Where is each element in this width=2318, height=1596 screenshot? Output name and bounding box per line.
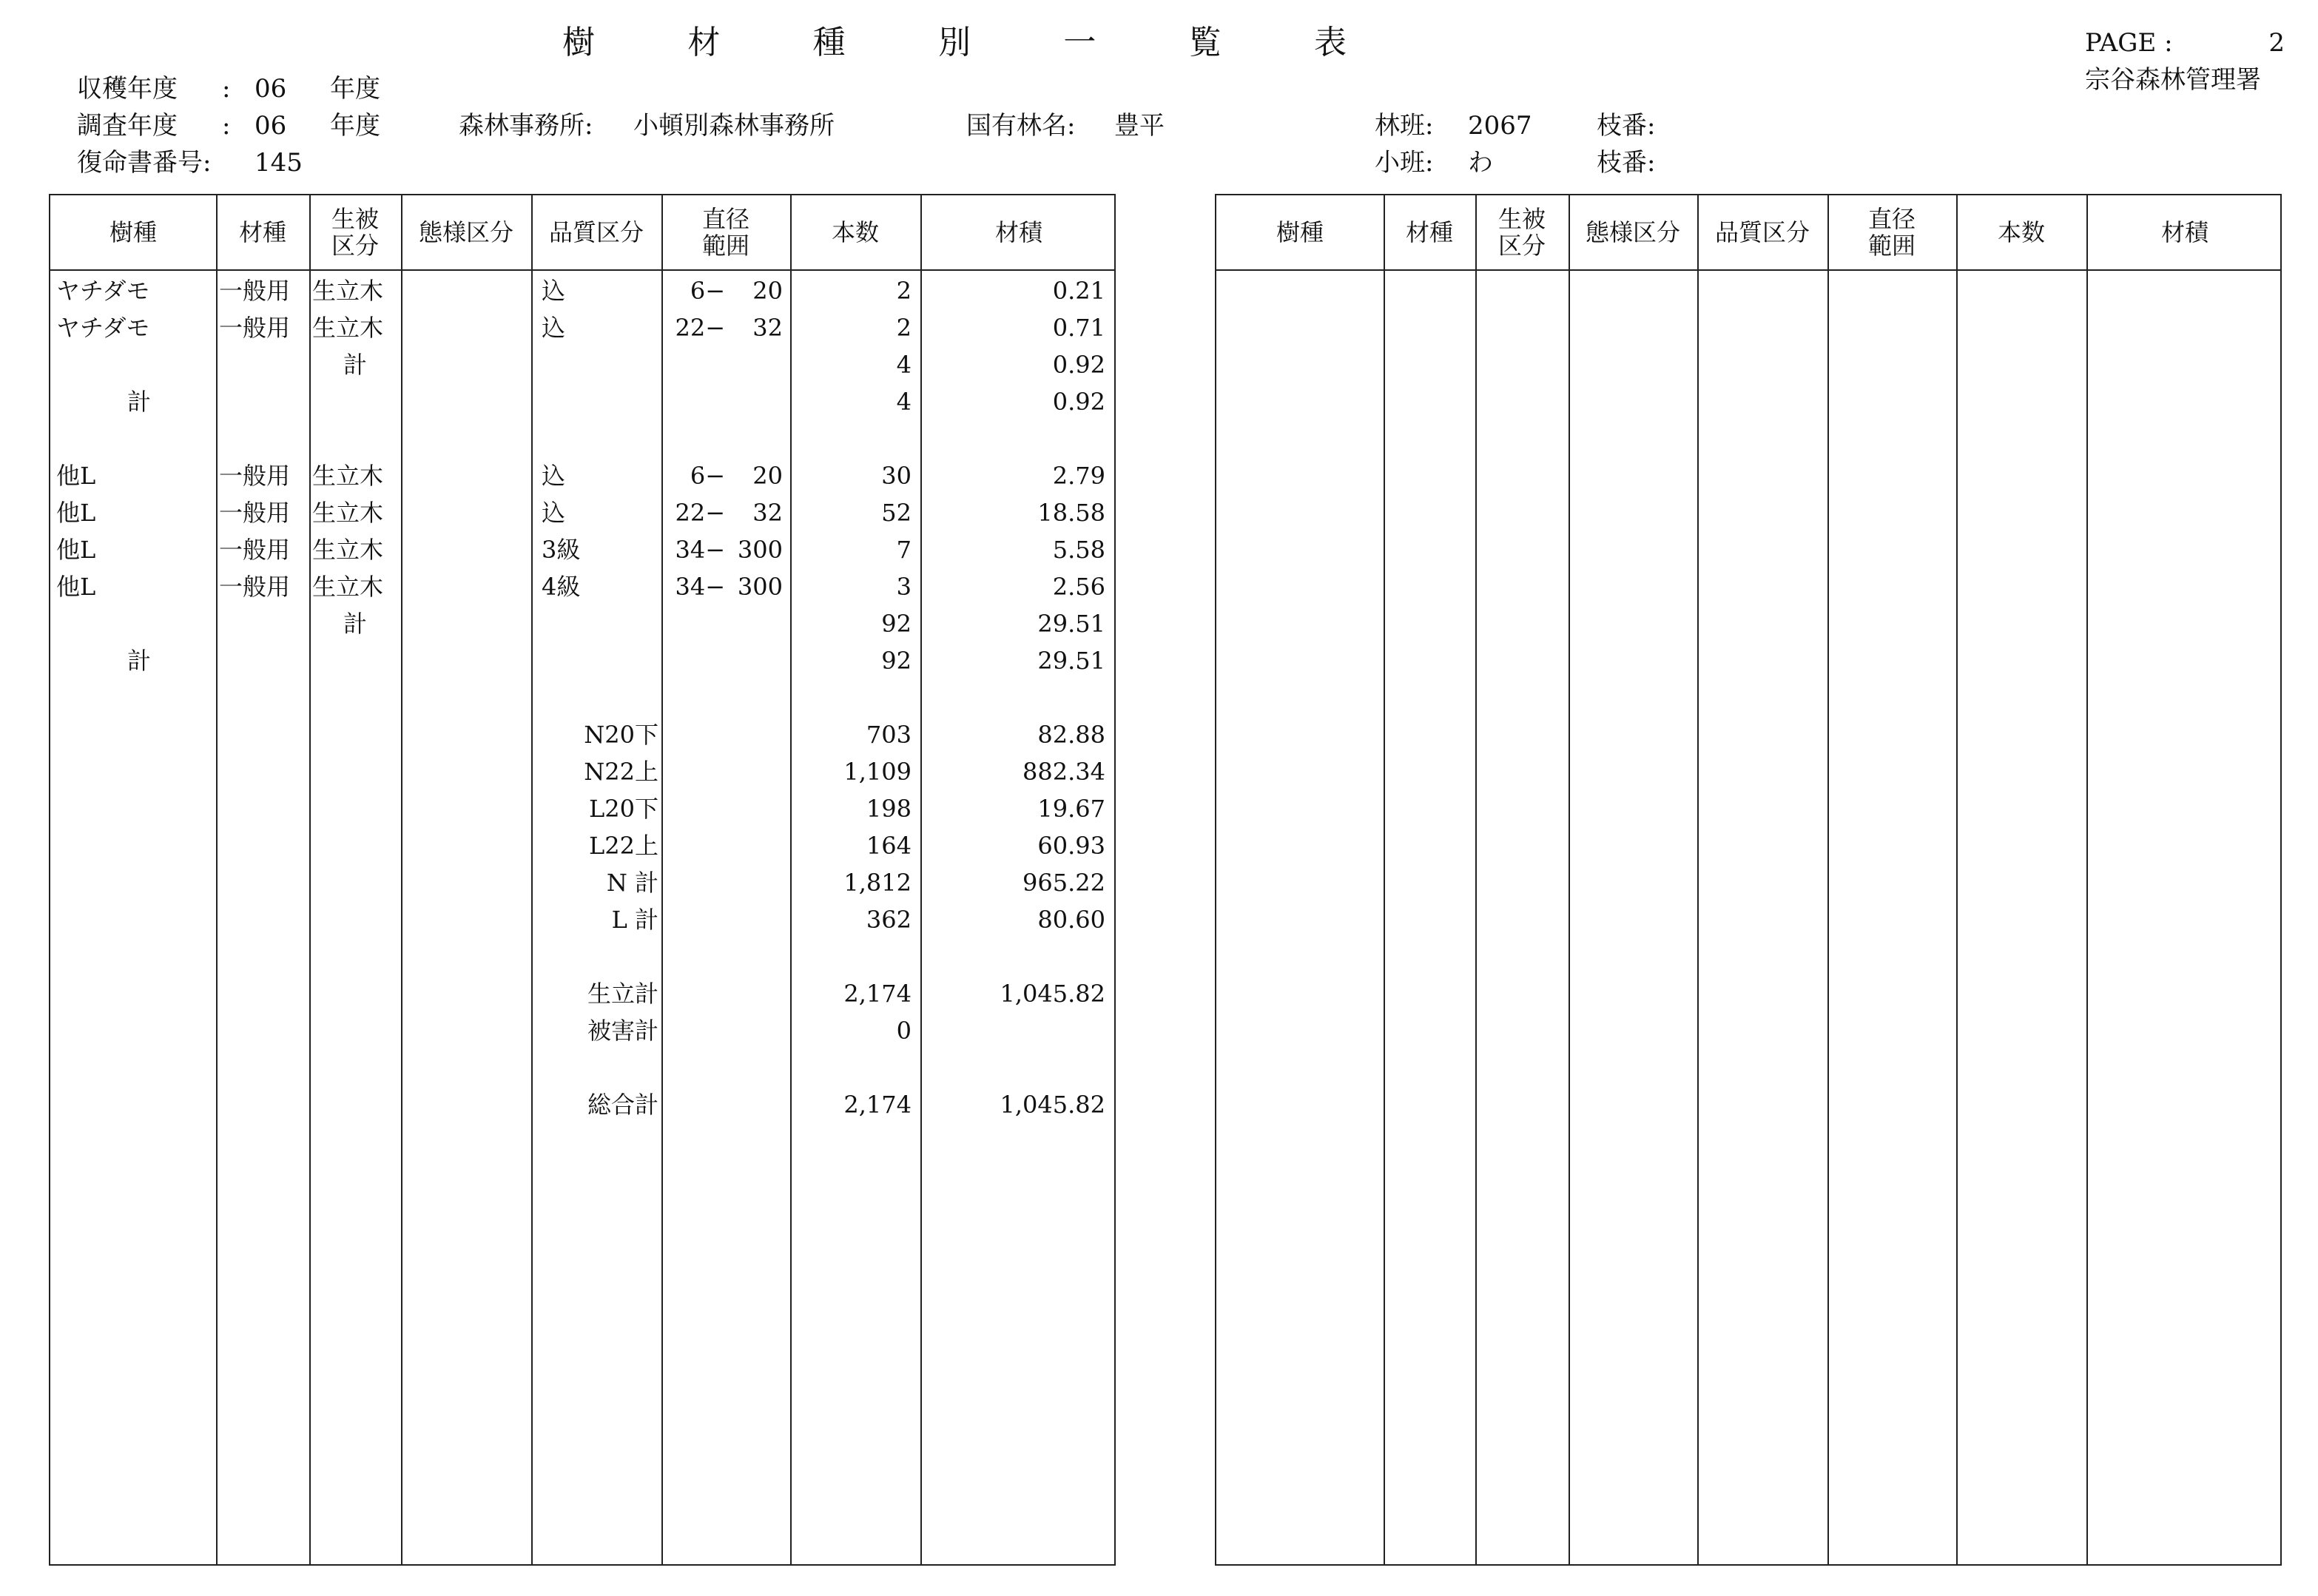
cell-count: 92 — [881, 610, 912, 638]
header-divider — [1216, 269, 2280, 271]
title-char: 別 — [937, 24, 971, 61]
cell-wood-type: 一般用 — [219, 573, 291, 601]
cell-count: 1,109 — [843, 758, 912, 786]
cell-live-damage: 生立木 — [312, 314, 384, 342]
column-header-volume: 材積 — [994, 218, 1042, 246]
column-header-condition: 態様区分 — [1585, 218, 1680, 246]
harvest-year-unit: 年度 — [330, 74, 380, 104]
cell-volume: 18.58 — [1037, 499, 1105, 527]
title-char: 種 — [812, 24, 846, 61]
table-row — [50, 679, 1114, 716]
cell-count: 2 — [896, 314, 912, 342]
cell-diameter-max: 32 — [752, 499, 783, 527]
cell-diameter-min: 22− — [675, 314, 725, 342]
cell-summary: L 計 — [611, 906, 658, 934]
shohan-value: わ — [1468, 148, 1493, 178]
cell-count: 3 — [896, 573, 912, 601]
title-char: 一 — [1063, 24, 1096, 61]
cell-summary: 総合計 — [587, 1091, 658, 1119]
cell-species: 他L — [56, 573, 96, 601]
cell-diameter-min: 6− — [690, 462, 725, 490]
cell-volume: 882.34 — [1022, 758, 1105, 786]
table-row — [50, 568, 1114, 605]
cell-live-damage: 生立木 — [312, 573, 384, 601]
cell-diameter-min: 34− — [675, 573, 725, 601]
cell-count: 4 — [896, 388, 912, 416]
cell-count: 2,174 — [843, 980, 912, 1008]
harvest-year-label: 収穫年度 — [77, 74, 178, 104]
table-row — [50, 716, 1114, 753]
header-line: 範囲 — [1867, 232, 1916, 260]
column-header-live-damage — [1475, 195, 1569, 269]
column-divider — [1956, 195, 1958, 1564]
table-row — [50, 1086, 1114, 1123]
cell-species: 他L — [56, 536, 96, 564]
cell-species: 他L — [56, 462, 96, 490]
cell-volume: 82.88 — [1037, 721, 1105, 749]
forest-office-label: 森林事務所: — [459, 111, 593, 141]
cell-quality: 込 — [542, 462, 566, 490]
cell-volume: 2.79 — [1052, 462, 1105, 490]
cell-volume: 0.92 — [1052, 351, 1105, 379]
cell-quality: 込 — [542, 314, 566, 342]
survey-year-value: 06 — [255, 111, 287, 141]
header-line: 区分 — [331, 232, 379, 260]
table-row — [50, 864, 1114, 901]
column-divider — [1384, 195, 1385, 1564]
column-header-live-damage — [309, 195, 401, 269]
cell-volume: 1,045.82 — [1000, 1091, 1105, 1119]
table-row — [50, 531, 1114, 568]
cell-quality: 4級 — [542, 573, 581, 601]
cell-live-damage: 生立木 — [312, 499, 384, 527]
table-row — [50, 901, 1114, 938]
cell-volume: 1,045.82 — [1000, 980, 1105, 1008]
cell-volume: 60.93 — [1037, 832, 1105, 860]
page-label: PAGE : — [2085, 28, 2173, 58]
cell-volume: 0.21 — [1052, 277, 1105, 305]
data-table-right — [1215, 194, 2282, 1566]
header-line: 直径 — [701, 205, 749, 233]
column-divider — [1475, 195, 1477, 1564]
cell-live-damage: 計 — [343, 610, 367, 638]
cell-volume: 29.51 — [1037, 610, 1105, 638]
cell-wood-type: 一般用 — [219, 462, 291, 490]
survey-year-colon: : — [222, 111, 231, 141]
cell-count: 362 — [866, 906, 912, 934]
column-header-wood-type: 材種 — [238, 218, 286, 246]
column-header-diameter — [661, 195, 790, 269]
column-header-count: 本数 — [1997, 218, 2045, 246]
shohan-label: 小班: — [1375, 148, 1434, 178]
cell-wood-type: 一般用 — [219, 314, 291, 342]
cell-count: 92 — [881, 647, 912, 675]
cell-volume: 965.22 — [1022, 869, 1105, 897]
cell-count: 0 — [896, 1017, 912, 1045]
cell-species: ヤチダモ — [56, 314, 150, 342]
header-line: 生被 — [1497, 205, 1546, 233]
cell-summary: N20下 — [584, 721, 658, 749]
header-line: 直径 — [1867, 205, 1916, 233]
cell-summary: 被害計 — [587, 1017, 658, 1045]
cell-species: 他L — [56, 499, 96, 527]
table-row — [50, 790, 1114, 827]
cell-volume: 19.67 — [1037, 795, 1105, 823]
cell-volume: 0.71 — [1052, 314, 1105, 342]
cell-count: 164 — [866, 832, 912, 860]
table-row — [50, 457, 1114, 494]
table-row — [50, 272, 1114, 309]
cell-diameter-min: 34− — [675, 536, 725, 564]
cell-volume: 0.92 — [1052, 388, 1105, 416]
table-row — [50, 1049, 1114, 1086]
column-header-species: 樹種 — [109, 218, 157, 246]
cell-diameter-max: 300 — [737, 536, 783, 564]
cell-quality: 込 — [542, 499, 566, 527]
table-row — [50, 827, 1114, 864]
order-number-label: 復命書番号: — [77, 148, 212, 178]
office-name: 宗谷森林管理署 — [2085, 65, 2261, 95]
cell-volume: 5.58 — [1052, 536, 1105, 564]
cell-wood-type: 一般用 — [219, 499, 291, 527]
header-line: 区分 — [1497, 232, 1546, 260]
cell-live-damage: 生立木 — [312, 462, 384, 490]
survey-year-unit: 年度 — [330, 111, 380, 141]
cell-diameter-min: 22− — [675, 499, 725, 527]
cell-count: 7 — [896, 536, 912, 564]
column-header-count: 本数 — [831, 218, 879, 246]
table-row — [50, 605, 1114, 642]
order-number-value: 145 — [255, 148, 303, 178]
data-table-left — [49, 194, 1116, 1566]
cell-wood-type: 一般用 — [219, 277, 291, 305]
cell-summary: L22上 — [589, 832, 658, 860]
cell-live-damage: 生立木 — [312, 536, 384, 564]
table-row — [50, 494, 1114, 531]
edaban-label: 枝番: — [1597, 148, 1656, 178]
cell-live-damage: 計 — [343, 351, 367, 379]
column-header-quality: 品質区分 — [1714, 218, 1810, 246]
header-line: 範囲 — [701, 232, 749, 260]
survey-year-label: 調査年度 — [77, 111, 178, 141]
cell-quality: 込 — [542, 277, 566, 305]
cell-wood-type: 一般用 — [219, 536, 291, 564]
report-title — [562, 21, 1347, 65]
cell-volume: 2.56 — [1052, 573, 1105, 601]
cell-quality: 3級 — [542, 536, 581, 564]
title-char: 覧 — [1188, 24, 1222, 61]
column-header-wood-type: 材種 — [1405, 218, 1453, 246]
cell-summary: L20下 — [589, 795, 658, 823]
column-header-quality: 品質区分 — [548, 218, 644, 246]
cell-count: 703 — [866, 721, 912, 749]
table-row — [50, 938, 1114, 975]
cell-count: 52 — [881, 499, 912, 527]
forest-office-value: 小頓別森林事務所 — [633, 111, 835, 141]
edaban-label: 枝番: — [1597, 111, 1656, 141]
cell-count: 4 — [896, 351, 912, 379]
table-row — [50, 309, 1114, 346]
rinpan-value: 2067 — [1468, 111, 1532, 141]
cell-count: 2,174 — [843, 1091, 912, 1119]
cell-summary: N22上 — [584, 758, 658, 786]
cell-live-damage: 生立木 — [312, 277, 384, 305]
column-header-volume: 材積 — [2160, 218, 2208, 246]
cell-species-total: 計 — [127, 388, 151, 416]
cell-diameter-max: 300 — [737, 573, 783, 601]
cell-diameter-max: 20 — [752, 462, 783, 490]
cell-count: 198 — [866, 795, 912, 823]
cell-species: ヤチダモ — [56, 277, 150, 305]
cell-diameter-max: 32 — [752, 314, 783, 342]
page-number: 2 — [2268, 28, 2285, 58]
harvest-year-colon: : — [222, 74, 231, 104]
rinpan-label: 林班: — [1375, 111, 1434, 141]
title-char: 表 — [1313, 24, 1347, 61]
column-header-species: 樹種 — [1276, 218, 1324, 246]
cell-species-total: 計 — [127, 647, 151, 675]
cell-summary: N 計 — [606, 869, 658, 897]
cell-summary: 生立計 — [587, 980, 658, 1008]
table-row — [50, 975, 1114, 1012]
table-row — [50, 346, 1114, 383]
table-row — [50, 383, 1114, 420]
title-char: 樹 — [562, 24, 595, 61]
harvest-year-value: 06 — [255, 74, 287, 104]
column-divider — [1827, 195, 1829, 1564]
cell-diameter-max: 20 — [752, 277, 783, 305]
cell-count: 30 — [881, 462, 912, 490]
table-row — [50, 420, 1114, 457]
column-divider — [1569, 195, 1570, 1564]
table-row — [50, 753, 1114, 790]
column-divider — [1697, 195, 1699, 1564]
column-divider — [2086, 195, 2088, 1564]
cell-count: 2 — [896, 277, 912, 305]
cell-volume: 80.60 — [1037, 906, 1105, 934]
table-row — [50, 642, 1114, 679]
header-divider — [50, 269, 1114, 271]
header-line: 生被 — [331, 205, 379, 233]
cell-volume: 29.51 — [1037, 647, 1105, 675]
national-forest-value: 豊平 — [1114, 111, 1165, 141]
table-row — [50, 1012, 1114, 1049]
column-header-condition: 態様区分 — [418, 218, 513, 246]
column-header-diameter — [1827, 195, 1956, 269]
title-char: 材 — [687, 24, 721, 61]
national-forest-label: 国有林名: — [966, 111, 1076, 141]
cell-diameter-min: 6− — [690, 277, 725, 305]
cell-count: 1,812 — [843, 869, 912, 897]
